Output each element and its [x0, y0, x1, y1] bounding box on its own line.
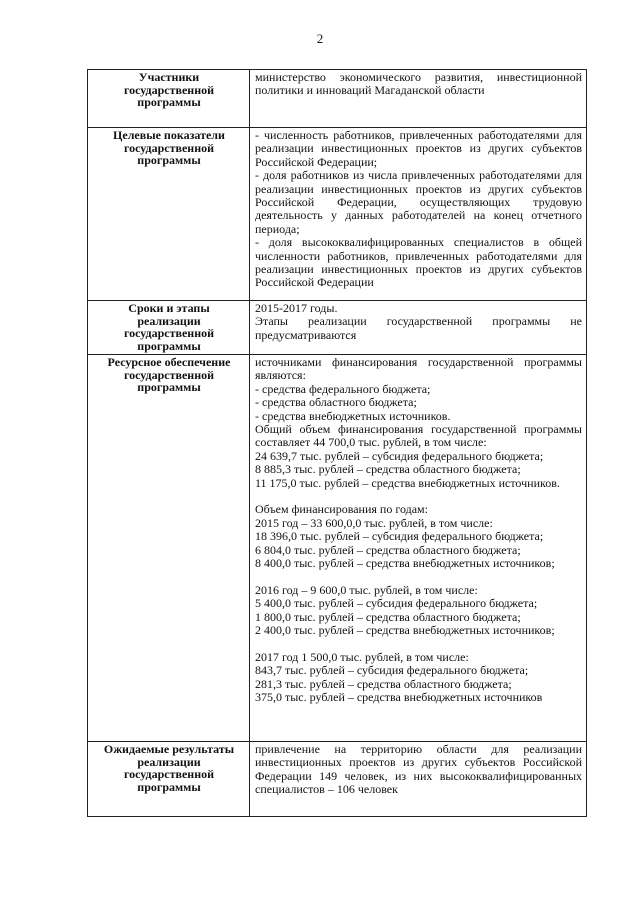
row-value-line: 8 400,0 тыс. рублей – средства внебюджетных источников; [255, 556, 555, 571]
blank-line [255, 570, 582, 583]
row-label-line: государственной [123, 767, 215, 781]
table-row [88, 128, 587, 301]
row-value-line: 2015-2017 годы. [255, 301, 338, 315]
blank-line [255, 638, 582, 651]
row-value-line: - средства внебюджетных источников. [255, 408, 451, 423]
row-value-line: источниками финансирования государственной программы являются: [255, 355, 582, 383]
row-value-line: 281,3 тыс. рублей – средства областного бюджета; [255, 676, 512, 691]
row-label-line: программы [137, 380, 201, 394]
page-number: 2 [316, 31, 324, 46]
row-value-line: привлечение на территорию области для реализации инвестиционных проектов из других субъектов Российской Федерации 149 человек, из них высококвалифицированных специалистов – 106 человек [255, 742, 582, 797]
row-value-line: - средства областного бюджета; [255, 395, 417, 410]
table-row [88, 742, 587, 817]
row-value-line: 1 800,0 тыс. рублей – средства областного бюджета; [255, 609, 521, 624]
row-label-line: государственной [123, 82, 215, 97]
row-value-line: 6 804,0 тыс. рублей – средства областного бюджета; [255, 542, 521, 557]
row-value [250, 742, 587, 817]
row-value-line: - численность работников, привлеченных работодателями для реализации инвестиционных проектов из других субъектов Российской Федерации; [255, 128, 582, 169]
row-value [250, 301, 587, 355]
row-label-line: реализации [137, 313, 201, 328]
row-label [88, 128, 250, 301]
table-body [88, 70, 587, 817]
row-label-line: программы [137, 153, 201, 167]
row-label-line: государственной [123, 367, 215, 382]
row-value-line: 2017 год 1 500,0 тыс. рублей, в том числе: [255, 649, 469, 664]
row-value-line: 5 400,0 тыс. рублей – субсидия федерального бюджета; [255, 596, 538, 611]
row-value-line: министерство экономического развития, инвестиционной политики и инноваций Магаданской области [255, 70, 582, 98]
row-label [88, 301, 250, 355]
row-value [250, 70, 587, 128]
row-label-line: государственной [123, 140, 215, 155]
row-value-line: Этапы реализации государственной программы не предусматриваются [255, 314, 582, 342]
row-label-line: Ожидаемые результаты [103, 742, 235, 756]
row-value-line: - средства федерального бюджета; [255, 381, 431, 396]
row-value [250, 128, 587, 301]
row-value-line: - доля высококвалифицированных специалистов в общей численности работников, привлеченных работодателями для реализации инвестиционных проектов из других субъектов Российской Федерации [255, 235, 582, 290]
row-value-line: 18 396,0 тыс. рублей – субсидия федерального бюджета; [255, 529, 544, 544]
row-value-line: Общий объем финансирования государственной программы составляет 44 700,0 тыс. рублей, в том числе: [255, 422, 582, 450]
row-label [88, 355, 250, 742]
row-value-line: 843,7 тыс. рублей – субсидия федерального бюджета; [255, 663, 529, 678]
row-value-line: 2 400,0 тыс. рублей – средства внебюджетных источников; [255, 623, 555, 638]
row-value-line: - доля работников из числа привлеченных работодателями для реализации инвестиционных проектов из других субъектов Российской Федерации, осуществляющих трудовую деятельность у данных работодателей на конец отчетного периода; [255, 168, 582, 236]
row-label-line: Ресурсное обеспечение [107, 355, 231, 369]
row-value-line: 24 639,7 тыс. рублей – субсидия федерального бюджета; [255, 448, 544, 463]
row-label [88, 70, 250, 128]
row-label [88, 742, 250, 817]
table-row [88, 355, 587, 742]
row-value [250, 355, 587, 742]
row-label-line: программы [137, 338, 201, 353]
row-label-line: программы [137, 95, 201, 109]
row-label-line: Целевые показатели [113, 128, 225, 142]
table-row [88, 70, 587, 128]
row-label-line: реализации [137, 754, 201, 769]
row-value-line: 11 175,0 тыс. рублей – средства внебюджетных источников. [255, 475, 560, 490]
row-value-line: 8 885,3 тыс. рублей – средства областного бюджета; [255, 462, 521, 477]
row-value-line: Объем финансирования по годам: [255, 502, 428, 517]
row-value-line: 2015 год – 33 600,0,0 тыс. рублей, в том числе: [255, 515, 493, 530]
row-label-line: программы [137, 779, 201, 794]
row-label-line: Участники [138, 70, 200, 84]
blank-line [255, 490, 582, 503]
row-value-line: 2016 год – 9 600,0 тыс. рублей, в том числе: [255, 582, 478, 597]
row-value-line: 375,0 тыс. рублей – средства внебюджетных источников [255, 690, 543, 705]
row-label-line: государственной [123, 326, 215, 340]
row-label-line: Сроки и этапы [128, 301, 210, 315]
program-passport-table [87, 69, 587, 817]
table-row [88, 301, 587, 355]
